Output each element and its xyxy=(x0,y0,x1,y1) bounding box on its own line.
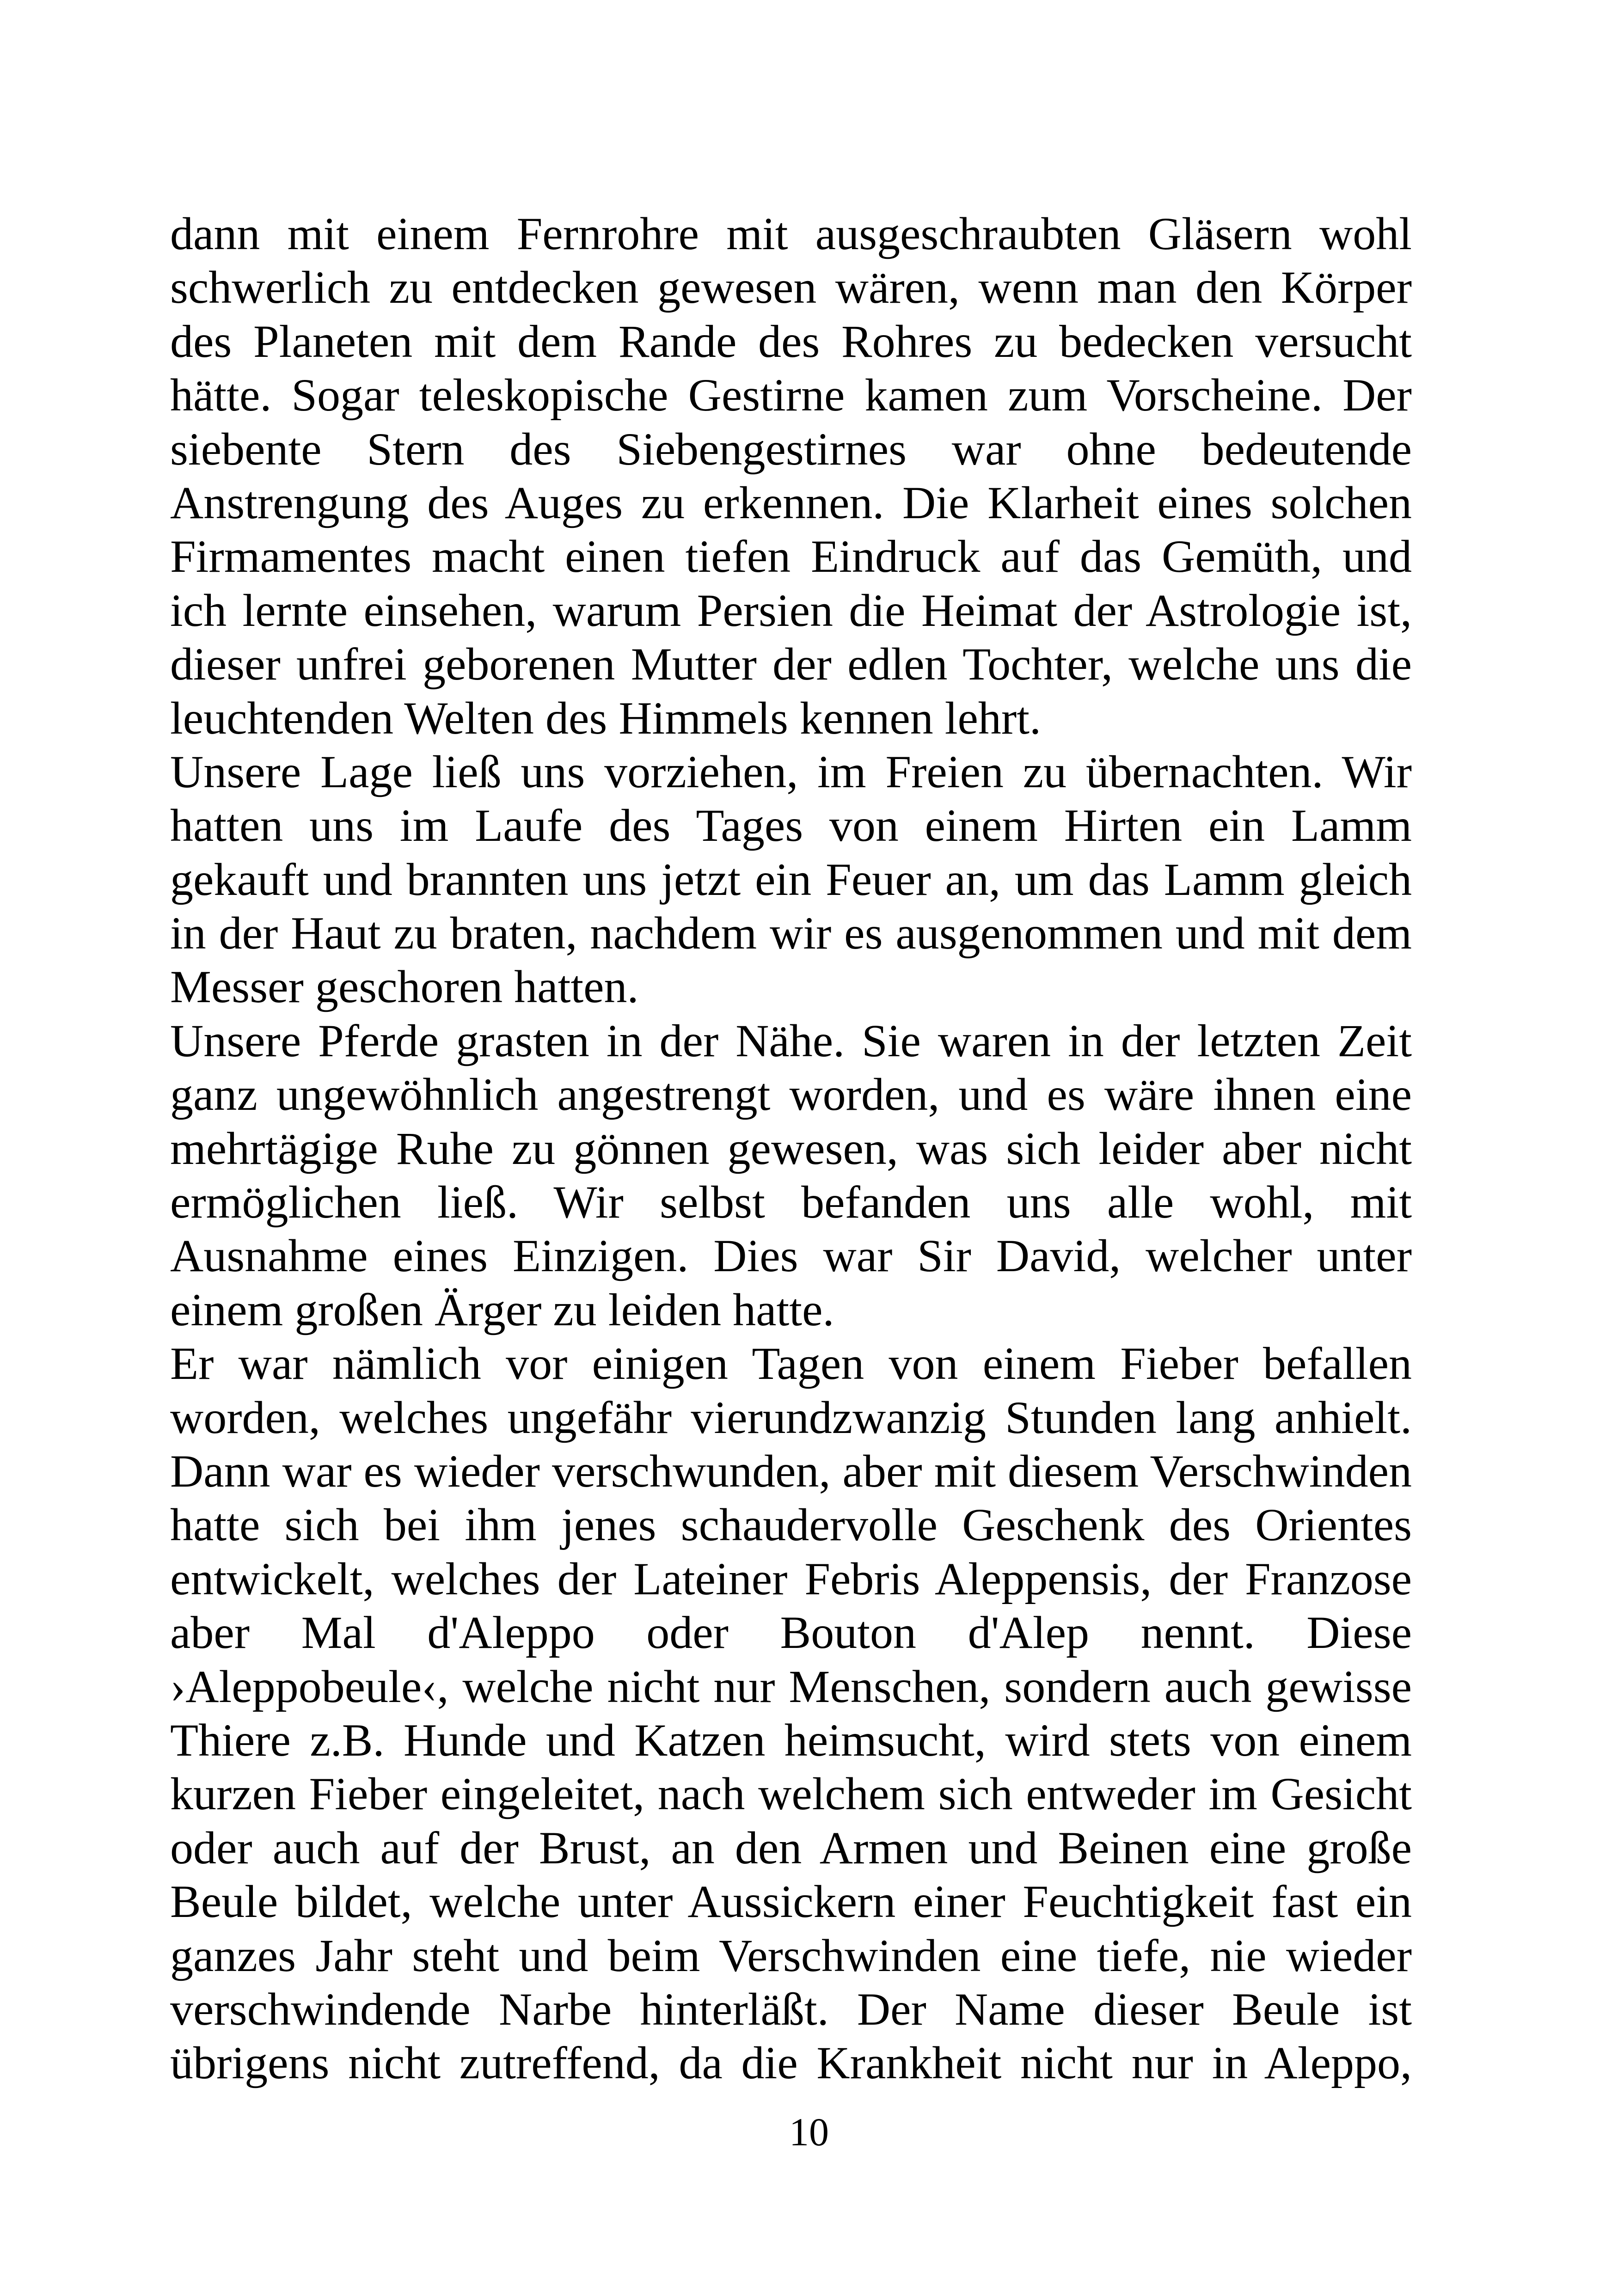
text-line: hätte. Sogar teleskopische Gestirne kamen zum Vorscheine. Der xyxy=(170,369,1412,421)
text-line: in der Haut zu braten, nachdem wir es ausgenommen und mit dem xyxy=(170,907,1412,959)
text-line: verschwindende Narbe hinterläßt. Der Name dieser Beule ist xyxy=(170,1983,1412,2035)
page-number: 10 xyxy=(789,2110,829,2154)
text-line: dann mit einem Fernrohre mit ausgeschraubten Gläsern wohl xyxy=(170,208,1412,259)
text-line: Beule bildet, welche unter Aussickern einer Feuchtigkeit fast ein xyxy=(170,1876,1412,1928)
text-line: Er war nämlich vor einigen Tagen von einem Fieber befallen xyxy=(170,1338,1412,1390)
text-line: einem großen Ärger zu leiden hatte. xyxy=(170,1284,834,1335)
text-line: übrigens nicht zutreffend, da die Krankheit nicht nur in Aleppo, xyxy=(170,2037,1412,2089)
text-line: mehrtägige Ruhe zu gönnen gewesen, was sich leider aber nicht xyxy=(170,1122,1412,1174)
text-line: Unsere Pferde grasten in der Nähe. Sie waren in der letzten Zeit xyxy=(170,1015,1412,1066)
text-line: ermöglichen ließ. Wir selbst befanden uns alle wohl, mit xyxy=(170,1176,1412,1228)
text-line: oder auch auf der Brust, an den Armen und Beinen eine große xyxy=(170,1822,1412,1874)
text-line: hatten uns im Laufe des Tages von einem Hirten ein Lamm xyxy=(170,800,1412,851)
text-line: worden, welches ungefähr vierundzwanzig Stunden lang anhielt. xyxy=(170,1391,1412,1443)
text-line: aber Mal d'Aleppo oder Bouton d'Alep nennt. Diese xyxy=(170,1607,1412,1659)
text-line: Messer geschoren hatten. xyxy=(170,961,639,1013)
text-line: Thiere z.B. Hunde und Katzen heimsucht, wird stets von einem xyxy=(170,1714,1412,1766)
text-line: ›Aleppobeule‹, welche nicht nur Menschen, sondern auch gewisse xyxy=(170,1660,1412,1712)
text-line: schwerlich zu entdecken gewesen wären, wenn man den Körper xyxy=(170,262,1412,313)
text-line: Anstrengung des Auges zu erkennen. Die Klarheit eines solchen xyxy=(170,477,1412,528)
text-line: hatte sich bei ihm jenes schaudervolle Geschenk des Orientes xyxy=(170,1499,1412,1551)
text-line: leuchtenden Welten des Himmels kennen lehrt. xyxy=(170,692,1041,744)
text-line: des Planeten mit dem Rande des Rohres zu bedecken versucht xyxy=(170,315,1412,367)
body-text xyxy=(170,207,1412,2090)
text-line: Unsere Lage ließ uns vorziehen, im Freien zu übernachten. Wir xyxy=(170,746,1412,797)
text-line: siebente Stern des Siebengestirnes war ohne bedeutende xyxy=(170,423,1412,475)
text-line: gekauft und brannten uns jetzt ein Feuer an, um das Lamm gleich xyxy=(170,853,1412,905)
text-line: dieser unfrei geborenen Mutter der edlen Tochter, welche uns die xyxy=(170,638,1412,690)
text-line: ich lernte einsehen, warum Persien die Heimat der Astrologie ist, xyxy=(170,584,1412,636)
text-line: kurzen Fieber eingeleitet, nach welchem sich entweder im Gesicht xyxy=(170,1768,1412,1820)
text-line: ganzes Jahr steht und beim Verschwinden eine tiefe, nie wieder xyxy=(170,1929,1412,1981)
text-line: ganz ungewöhnlich angestrengt worden, und es wäre ihnen eine xyxy=(170,1069,1412,1120)
text-line: Firmamentes macht einen tiefen Eindruck auf das Gemüth, und xyxy=(170,531,1412,582)
text-line: Ausnahme eines Einzigen. Dies war Sir David, welcher unter xyxy=(170,1230,1412,1282)
text-line: Dann war es wieder verschwunden, aber mit diesem Verschwinden xyxy=(170,1445,1412,1497)
text-line: entwickelt, welches der Lateiner Febris Aleppensis, der Franzose xyxy=(170,1553,1412,1604)
